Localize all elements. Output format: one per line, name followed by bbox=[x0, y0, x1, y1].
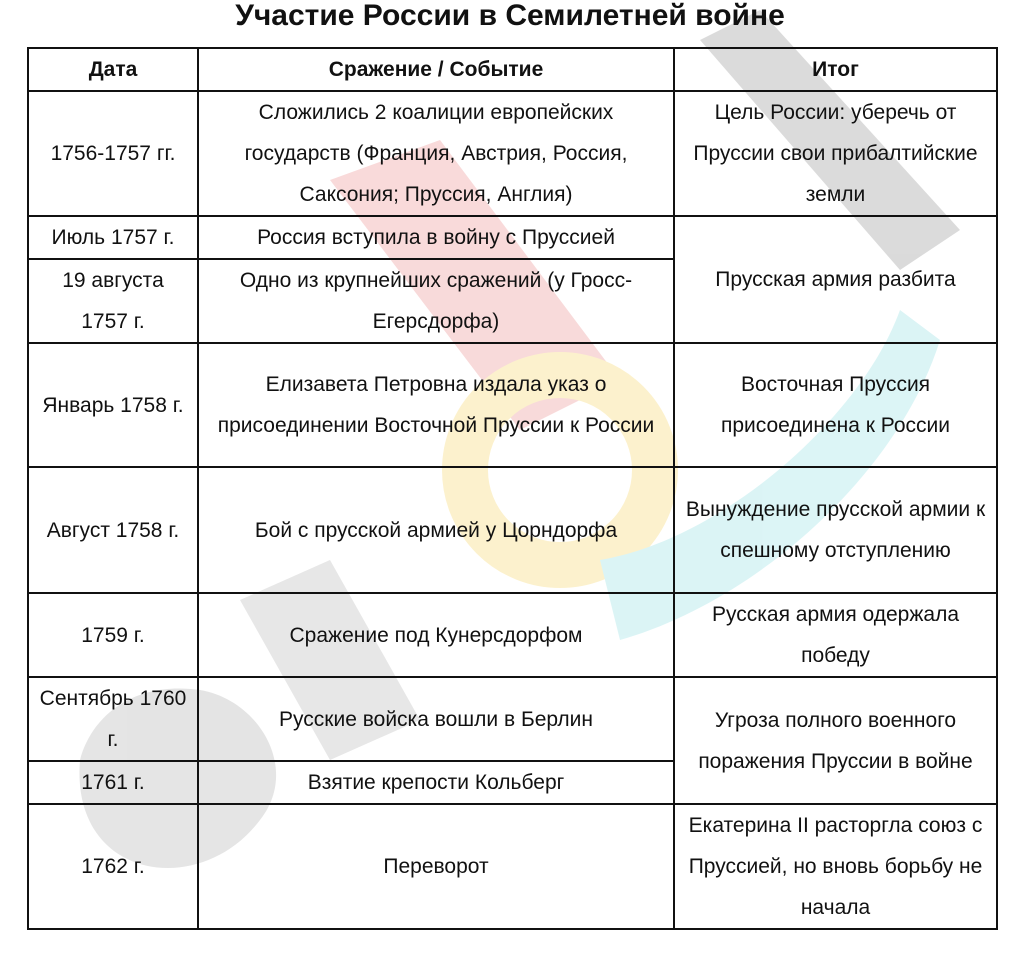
cell-event: Елизавета Петровна издала указ о присоединении Восточной Пруссии к России bbox=[198, 343, 674, 467]
table-row bbox=[28, 804, 997, 929]
cell-date: Август 1758 г. bbox=[28, 467, 198, 593]
cell-date: 1759 г. bbox=[28, 593, 198, 677]
cell-result: Вынуждение прусской армии к спешному отступлению bbox=[674, 467, 997, 593]
header-result: Итог bbox=[674, 48, 997, 91]
cell-result: Екатерина II расторгла союз с Пруссией, но вновь борьбу не начала bbox=[674, 804, 997, 929]
cell-result: Русская армия одержала победу bbox=[674, 593, 997, 677]
page-title: Участие России в Семилетней войне bbox=[235, 0, 785, 32]
cell-result: Восточная Пруссия присоединена к России bbox=[674, 343, 997, 467]
cell-result: Угроза полного военного поражения Пруссии в войне bbox=[674, 677, 997, 804]
cell-event: Взятие крепости Кольберг bbox=[198, 761, 674, 804]
cell-result: Прусская армия разбита bbox=[674, 216, 997, 343]
cell-event: Сложились 2 коалиции европейских государств (Франция, Австрия, Россия, Саксония; Пруссия, Англия) bbox=[198, 91, 674, 216]
cell-event: Переворот bbox=[198, 804, 674, 929]
header-date: Дата bbox=[28, 48, 198, 91]
cell-event: Бой с прусской армией у Цорндорфа bbox=[198, 467, 674, 593]
cell-result: Цель России: уберечь от Пруссии свои прибалтийские земли bbox=[674, 91, 997, 216]
table-row bbox=[28, 343, 997, 467]
table-row bbox=[28, 216, 997, 259]
table-header-row bbox=[28, 48, 997, 91]
cell-date: 19 августа 1757 г. bbox=[28, 259, 198, 343]
seven-years-war-table bbox=[27, 47, 998, 930]
cell-date: 1756-1757 гг. bbox=[28, 91, 198, 216]
header-event: Сражение / Событие bbox=[198, 48, 674, 91]
cell-event: Одно из крупнейших сражений (у Гросс-Егерсдорфа) bbox=[198, 259, 674, 343]
cell-date: Январь 1758 г. bbox=[28, 343, 198, 467]
table-row bbox=[28, 91, 997, 216]
cell-date: 1761 г. bbox=[28, 761, 198, 804]
cell-date: 1762 г. bbox=[28, 804, 198, 929]
cell-event: Россия вступила в войну с Пруссией bbox=[198, 216, 674, 259]
cell-date: Сентябрь 1760 г. bbox=[28, 677, 198, 761]
table-row bbox=[28, 467, 997, 593]
table-row bbox=[28, 593, 997, 677]
table-row bbox=[28, 677, 997, 761]
cell-event: Русские войска вошли в Берлин bbox=[198, 677, 674, 761]
cell-event: Сражение под Кунерсдорфом bbox=[198, 593, 674, 677]
cell-date: Июль 1757 г. bbox=[28, 216, 198, 259]
